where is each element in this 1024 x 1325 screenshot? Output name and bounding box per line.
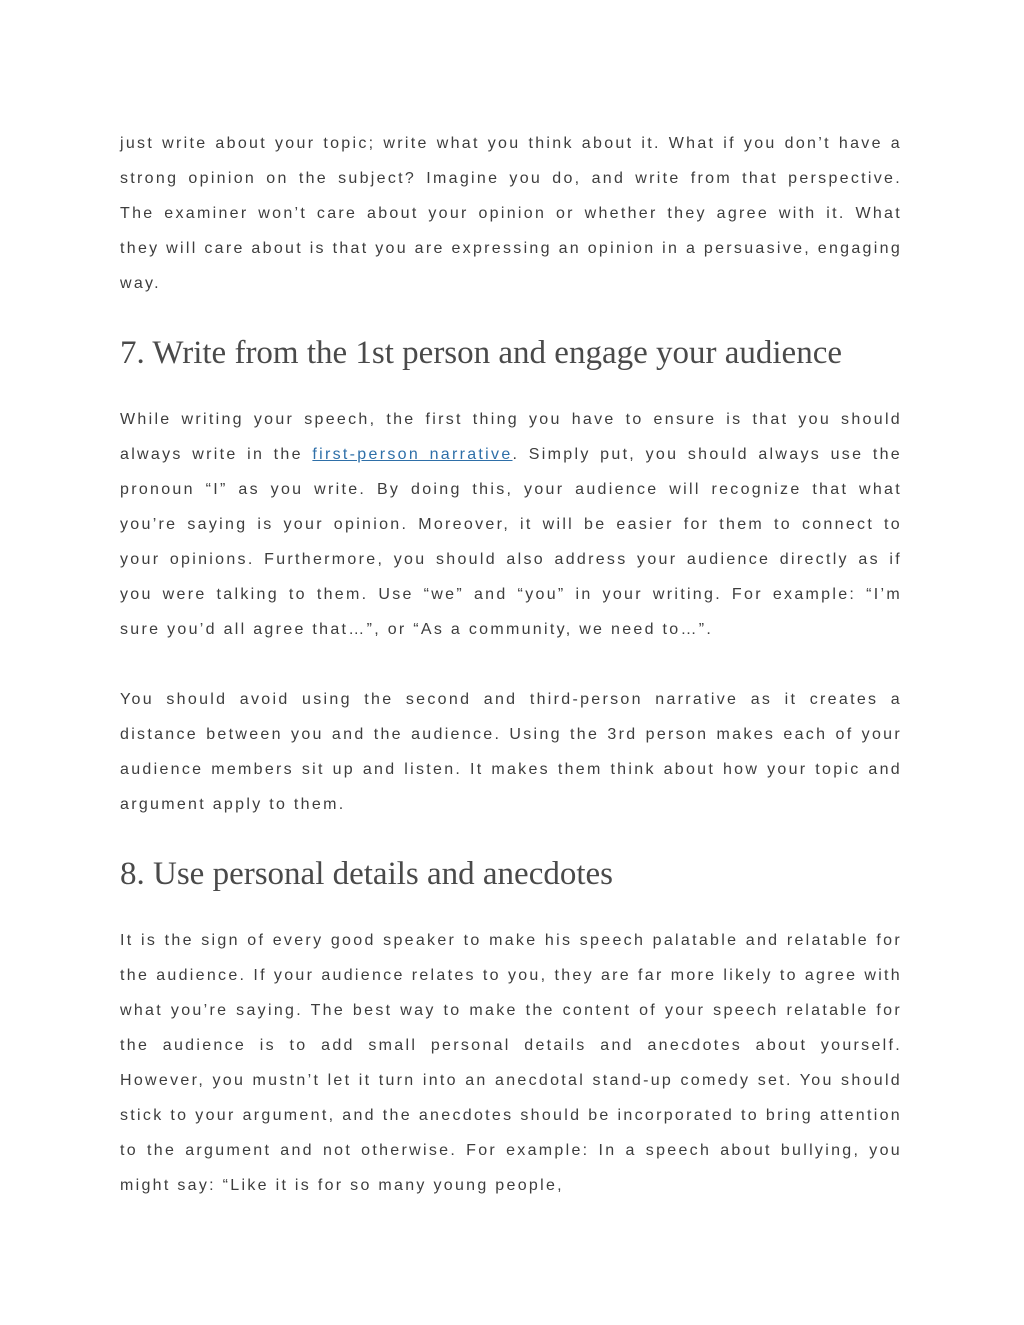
document-page: [120, 126, 902, 1203]
paragraph-first-person-narrative: [120, 402, 902, 647]
paragraph-topic-opinion: just write about your topic; write what you think about it. What if you don’t have a strong opinion on the subject? Imagine you do, and write from that perspective. The examiner won’t care about your opinion or whether they agree with it. What they will care about is that you are expressing an opinion in a persuasive, engaging way.: [120, 135, 903, 292]
paragraph-spacer: [120, 647, 902, 682]
paragraph-text-after-link: . Simply put, you should always use the pronoun “I” as you write. By doing this, your audience will recognize that what you’re saying is your opinion. Moreover, it will be easier for them to connect to your opinions. Furthermore, you should also address your audience directly as if you were talking to them. Use “we” and “you” in your writing. For example: “I’m sure you’d all agree that…”, or “As a community, we need to…”.: [120, 446, 902, 638]
paragraph-avoid-second-third-person: You should avoid using the second and third-person narrative as it creates a distance between you and the audience. Using the 3rd person makes each of your audience members sit up and listen. It makes them think about how your topic and argument apply to them.: [120, 691, 902, 813]
paragraph-personal-anecdotes: It is the sign of every good speaker to make his speech palatable and relatable for the audience. If your audience relates to you, they are far more likely to agree with what you’re saying. The best way to make the content of your speech relatable for the audience is to add small personal details and anecdotes about yourself. However, you mustn’t let it turn into an anecdotal stand-up comedy set. You should stick to your argument, and the anecdotes should be incorporated to bring attention to the argument and not otherwise. For example: In a speech about bullying, you might say: “Like it is for so many young people,: [120, 932, 902, 1194]
heading-first-person: 7. Write from the 1st person and engage your audience: [120, 335, 842, 371]
paragraph-text-before-link: While writing your speech, the first thing you have to ensure is that you should always write in the: [120, 411, 902, 463]
heading-personal-details: 8. Use personal details and anecdotes: [120, 856, 614, 892]
first-person-narrative-link[interactable]: first-person narrative: [312, 446, 513, 463]
